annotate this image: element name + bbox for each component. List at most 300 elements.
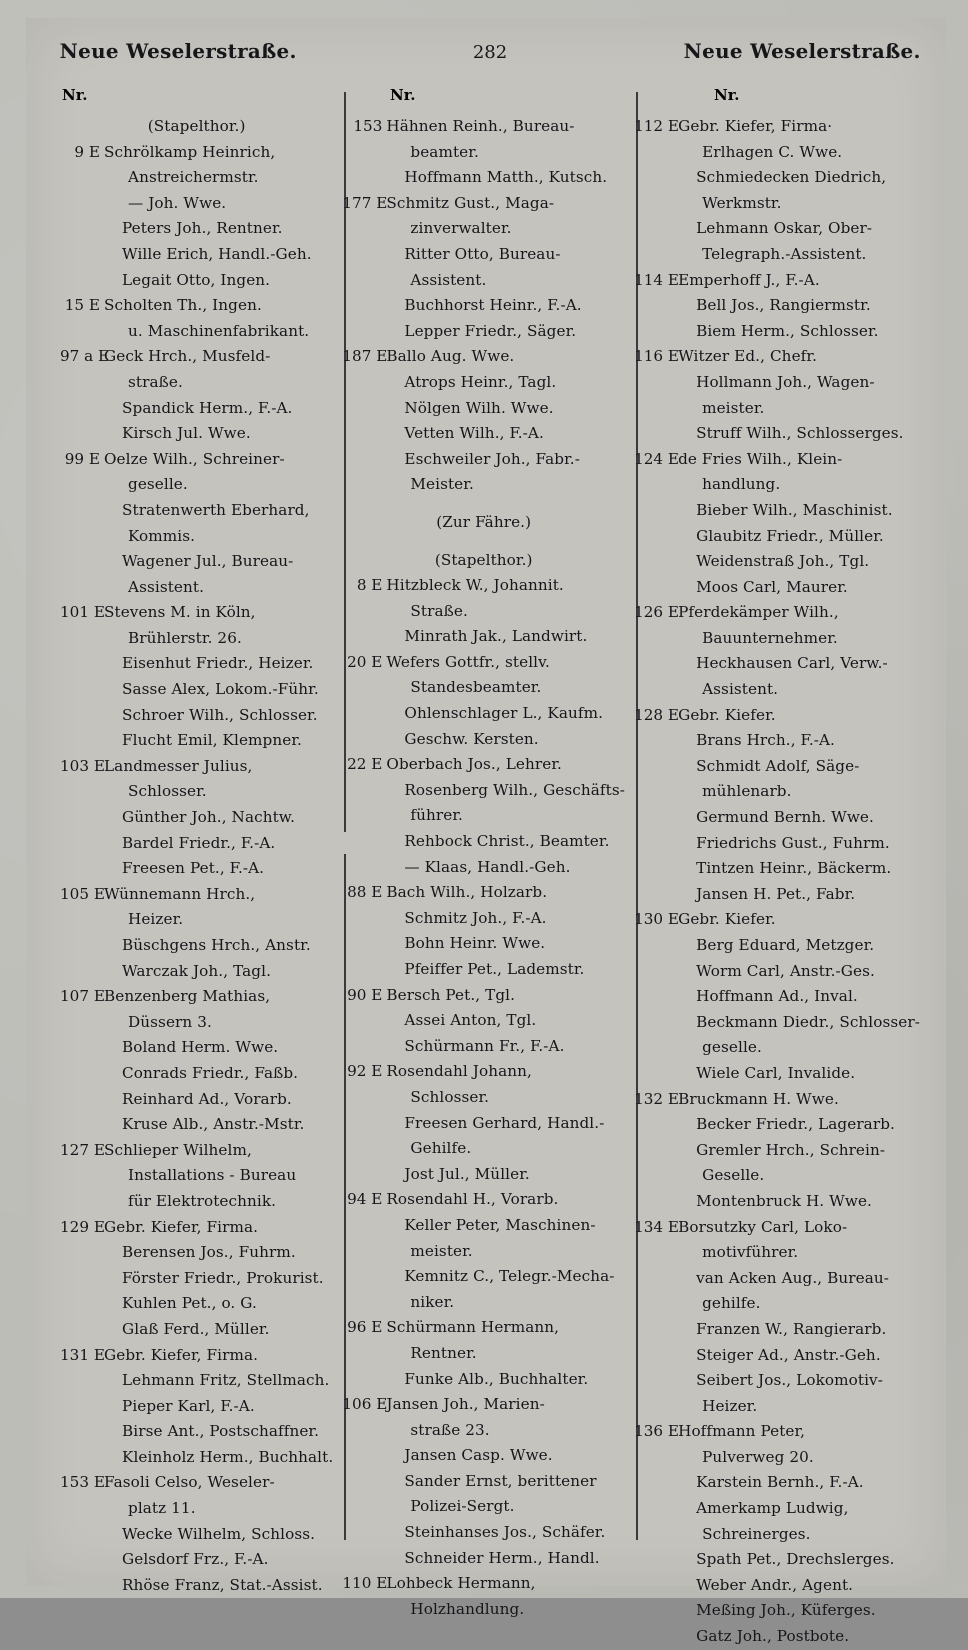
house-number: 15 E [64,296,100,315]
directory-entry-line [342,1315,625,1341]
entry-text: Flucht Emil, Klempner. [122,731,302,750]
house-number: 116 E [634,347,679,366]
directory-entry-line [60,242,333,268]
entry-text: platz 11. [128,1499,196,1518]
paper-surface [26,18,946,1646]
entry-text: Seibert Jos., Lokomotiv- [696,1371,883,1390]
directory-entry-line [342,1239,625,1265]
entry-text: Lehmann Oskar, Ober- [696,219,873,238]
entry-text: motivführer. [702,1243,799,1262]
directory-entry-line [342,1367,625,1393]
entry-text: Hollmann Joh., Wagen- [696,372,875,391]
entry-text: Rosendahl H., Vorarb. [386,1190,559,1209]
entry-text: Lehmann Fritz, Stellmach. [122,1371,330,1390]
directory-entry-line [60,703,333,729]
directory-entry-line [342,421,625,447]
entry-text: Gebr. Kiefer. [678,910,776,929]
entry-text: Telegraph.-Assistent. [702,244,867,263]
entry-text: Minrath Jak., Landwirt. [404,627,588,646]
entry-text: Jansen Joh., Marien- [386,1395,545,1414]
directory-entry-line [342,191,625,217]
house-number: 130 E [634,910,679,929]
entry-text: straße 23. [410,1420,490,1439]
entry-text: Boland Herm. Wwe. [122,1038,279,1057]
directory-entry-line [634,933,920,959]
entry-text: Ritter Otto, Bureau- [404,244,561,263]
directory-entry-line [60,165,333,191]
entry-text: mühlenarb. [702,782,792,801]
directory-entry-line [60,472,333,498]
directory-entry-line [634,472,920,498]
entry-text: Germund Bernh. Wwe. [696,808,874,827]
directory-entry-line [342,778,625,804]
entry-text: Brühlerstr. 26. [128,628,242,647]
entry-text: Keller Peter, Maschinen- [404,1215,596,1234]
entry-text: u. Maschinenfabrikant. [128,321,310,340]
directory-entry-line [342,599,625,625]
house-number: 129 E [60,1217,105,1236]
directory-entry-line [634,754,920,780]
house-number: 103 E [60,756,105,775]
directory-entry-line [342,1059,625,1085]
directory-entry-line [60,1087,333,1113]
entry-text: Polizei-Sergt. [410,1497,515,1516]
directory-entry-line [60,1035,333,1061]
entry-text: Wille Erich, Handl.-Geh. [122,244,312,263]
entry-text: Hoffmann Peter, [678,1422,806,1441]
entry-text: (Stapelthor.) [147,117,246,135]
directory-entry-line [60,1266,333,1292]
running-head-right: Neue Weselerstraße. [683,40,921,63]
directory-entry-line [342,536,625,548]
directory-entry-line [60,370,333,396]
directory-entry-line [634,805,920,831]
directory-entry-line [342,1085,625,1111]
entry-text: Bieber Wilh., Maschinist. [696,500,893,519]
column-header-3: Nr. [714,86,740,104]
directory-entry-line [634,703,920,729]
directory-entry-line [60,319,333,345]
directory-entry-line [60,626,333,652]
house-number: 136 E [634,1422,679,1441]
page-header [60,40,920,74]
entry-text: Reinhard Ad., Vorarb. [122,1089,292,1108]
entry-text: Legait Otto, Ingen. [122,270,271,289]
directory-entry-line [342,1494,625,1520]
entry-text: Biem Herm., Schlosser. [696,321,879,340]
directory-entry-line [634,191,920,217]
directory-entry-line [634,651,920,677]
directory-entry-line [634,1624,920,1650]
entry-text: Wecke Wilhelm, Schloss. [122,1524,316,1543]
page-content [59,40,921,1646]
house-number: 94 E [347,1190,383,1209]
directory-entry-line [634,779,920,805]
directory-entry-line [342,268,625,294]
house-number: 132 E [634,1089,679,1108]
directory-entry-line [634,1573,920,1599]
entry-text: Installations - Bureau [128,1166,297,1185]
entry-text: Montenbruck H. Wwe. [696,1191,872,1210]
entry-text: Erlhagen C. Wwe. [702,142,843,161]
entry-text: Atrops Heinr., Tagl. [404,372,557,391]
directory-entry-line [634,549,920,575]
directory-entry-line [634,1010,920,1036]
directory-entry-line [634,575,920,601]
directory-entry-line [60,1547,333,1573]
directory-entry-line [634,1496,920,1522]
entry-text: Förster Friedr., Prokurist. [122,1268,324,1287]
directory-entry-line [342,906,625,932]
directory-entry-line [342,293,625,319]
entry-text: Assistent. [128,577,205,596]
entry-text: beamter. [410,142,479,161]
directory-entry-line [60,268,333,294]
house-number: 92 E [347,1062,383,1081]
directory-entry-line [342,931,625,957]
entry-text: Schürmann Hermann, [386,1318,560,1337]
entry-text: Spath Pet., Drechslerges. [696,1550,895,1569]
directory-entry-line [342,727,625,753]
house-number: 99 E [64,449,100,468]
directory-entry-line [60,1189,333,1215]
entry-text: Gebr. Kiefer, Firma. [104,1217,259,1236]
entry-text: Bohn Heinr. Wwe. [404,934,546,953]
entry-text: Büschgens Hrch., Anstr. [122,936,311,954]
directory-entry-line [342,803,625,829]
entry-text: Schreinerges. [702,1524,811,1543]
column-headers [60,86,920,112]
directory-entry-line [60,344,333,370]
directory-entry-line [342,396,625,422]
directory-entry-line [60,754,333,780]
entry-text: Pieper Karl, F.-A. [122,1396,255,1415]
house-number: 97 a E [60,347,110,366]
directory-entry-line [342,498,625,510]
directory-entry-line [342,1213,625,1239]
house-number: 114 E [634,270,679,289]
directory-entry-line [60,114,333,140]
directory-entry-line [634,1035,920,1061]
entry-text: Pferdekämper Wilh., [678,603,839,622]
directory-entry-line [634,421,920,447]
directory-entry-line [342,1008,625,1034]
directory-entry-line [634,1112,920,1138]
directory-entry-line [342,1290,625,1316]
directory-entry-line [60,959,333,985]
directory-entry-line [60,447,333,473]
entry-text: Vetten Wilh., F.-A. [404,424,544,443]
entry-text: geselle. [128,475,188,494]
entry-text: Stratenwerth Eberhard, [122,500,310,519]
directory-entry-line [634,1547,920,1573]
entry-text: Funke Alb., Buchhalter. [404,1369,589,1388]
entry-text: Geselle. [702,1166,765,1185]
directory-entry-line [634,1240,920,1266]
entry-text: Ballo Aug. Wwe. [386,347,515,366]
directory-entry-line [342,447,625,473]
directory-entry-line [634,1087,920,1113]
entry-text: Tintzen Heinr., Bäckerm. [696,859,892,878]
directory-entry-line [634,1394,920,1420]
entry-text: Geschw. Kersten. [404,729,539,748]
directory-entry-line [60,1291,333,1317]
house-number: 107 E [60,987,105,1006]
directory-entry-line [634,1266,920,1292]
directory-entry-line [634,1419,920,1445]
entry-text: Freesen Pet., F.-A. [122,859,265,878]
directory-columns [60,114,920,1646]
directory-entry-line [60,1010,333,1036]
entry-text: Gehilfe. [410,1139,472,1158]
entry-text: Bell Jos., Rangiermstr. [696,296,871,315]
entry-text: Kommis. [128,526,196,545]
directory-entry-line [60,1573,333,1599]
entry-text: Gatz Joh., Postbote. [696,1627,850,1646]
directory-column-2 [342,114,625,1618]
directory-entry-line [634,600,920,626]
entry-text: Landmesser Julius, [104,756,253,775]
directory-entry-line [60,728,333,754]
directory-entry-line [634,984,920,1010]
directory-entry-line [60,1240,333,1266]
entry-text: Steiger Ad., Anstr.-Geh. [696,1345,881,1364]
entry-text: Assistent. [410,270,487,289]
entry-text: Straße. [410,601,468,620]
directory-entry-line [60,293,333,319]
directory-entry-line [342,1392,625,1418]
entry-text: Hoffmann Ad., Inval. [696,987,858,1006]
entry-text: Schroer Wilh., Schlosser. [122,705,318,724]
directory-entry-line [60,549,333,575]
entry-text: Meister. [410,475,474,494]
entry-text: (Zur Fähre.) [436,512,532,531]
directory-entry-line [60,140,333,166]
entry-text: Assistent. [702,680,779,699]
directory-entry-line [60,1112,333,1138]
directory-entry-line [342,957,625,983]
entry-text: Weber Andr., Agent. [696,1575,854,1594]
entry-text: Beckmann Diedr., Schlosser- [696,1012,920,1031]
entry-text: Emperhoff J., F.-A. [678,270,820,289]
entry-text: — Klaas, Handl.-Geh. [404,857,571,876]
entry-text: Heckhausen Carl, Verw.- [696,654,888,673]
entry-text: (Stapelthor.) [434,550,533,569]
entry-text: Kruse Alb., Anstr.-Mstr. [122,1115,305,1134]
directory-entry-line [60,600,333,626]
entry-text: Bardel Friedr., F.-A. [122,833,276,852]
entry-text: Buchhorst Heinr., F.-A. [404,296,582,315]
house-number: 127 E [60,1140,105,1159]
entry-text: Freesen Gerhard, Handl.- [404,1113,605,1132]
entry-text: Rhöse Franz, Stat.-Assist. [122,1575,323,1594]
entry-text: Standesbeamter. [410,678,542,697]
house-number: 101 E [60,603,105,622]
entry-text: Stevens M. in Köln, [104,603,256,622]
entry-text: Rosendahl Johann, [386,1062,532,1081]
entry-text: Nölgen Wilh. Wwe. [404,398,554,417]
entry-text: Scholten Th., Ingen. [104,296,262,315]
entry-text: Pfeiffer Pet., Lademstr. [404,960,585,978]
entry-text: Wefers Gottfr., stellv. [386,652,550,671]
directory-entry-line [634,907,920,933]
entry-text: Schneider Herm., Handl. [404,1548,600,1567]
house-number: 134 E [634,1217,679,1236]
column-rule-1 [333,114,342,1534]
entry-text: Benzenberg Mathias, [104,987,271,1006]
entry-text: Weidenstraß Joh., Tgl. [696,552,870,571]
column-rule-2 [625,114,634,1534]
directory-entry-line [60,779,333,805]
directory-entry-line [634,959,920,985]
entry-text: Borsutzky Carl, Loko- [678,1217,848,1236]
house-number: 131 E [60,1345,105,1364]
entry-text: meister. [410,1241,473,1260]
directory-entry-line [342,880,625,906]
directory-entry-line [60,907,333,933]
directory-entry-line [60,933,333,959]
entry-text: Friedrichs Gust., Fuhrm. [696,833,890,852]
directory-entry-line [634,1522,920,1548]
entry-text: Oberbach Jos., Lehrer. [386,755,562,774]
directory-entry-line [60,1496,333,1522]
directory-entry-line [342,752,625,778]
entry-text: geselle. [702,1038,762,1057]
directory-entry-line [634,1317,920,1343]
directory-entry-line [634,1061,920,1087]
directory-entry-line [60,396,333,422]
entry-text: Birse Ant., Postschaffner. [122,1422,320,1441]
directory-entry-line [342,1136,625,1162]
directory-entry-line [60,1522,333,1548]
house-number: 20 E [347,652,383,671]
directory-entry-line [60,498,333,524]
directory-entry-line [60,1343,333,1369]
entry-text: führer. [410,806,463,825]
directory-entry-line [634,1189,920,1215]
directory-entry-line [60,651,333,677]
running-head-left: Neue Weselerstraße. [59,40,297,63]
directory-entry-line [342,1597,625,1623]
entry-text: Steinhanses Jos., Schäfer. [404,1523,606,1542]
directory-entry-line [60,1061,333,1087]
entry-text: Becker Friedr., Lagerarb. [696,1115,895,1134]
entry-text: Schlosser. [410,1087,490,1106]
entry-text: Schrölkamp Heinrich, [104,142,276,161]
entry-text: handlung. [702,475,781,494]
directory-entry-line [60,421,333,447]
entry-text: gehilfe. [702,1294,761,1313]
entry-text: Bauunternehmer. [702,628,838,647]
directory-entry-line [342,1034,625,1060]
entry-text: Kemnitz C., Telegr.-Mecha- [404,1267,615,1286]
entry-text: de Fries Wilh., Klein- [678,449,843,468]
directory-entry-line [634,396,920,422]
directory-entry-line [60,1368,333,1394]
entry-text: Glaß Ferd., Müller. [122,1319,270,1338]
entry-text: Schlosser. [128,782,207,801]
directory-entry-line [60,984,333,1010]
directory-entry-line [342,548,625,574]
entry-text: Gebr. Kiefer. [678,705,776,724]
entry-text: Jansen Casp. Wwe. [404,1446,553,1465]
entry-text: Brans Hrch., F.-A. [696,731,835,750]
entry-text: Jansen H. Pet., Fabr. [696,884,856,903]
directory-entry-line [634,216,920,242]
entry-text: Bersch Pet., Tgl. [386,985,516,1004]
entry-text: Hitzbleck W., Johannit. [386,576,564,595]
directory-entry-line [60,1419,333,1445]
directory-entry-line [342,242,625,268]
house-number: 153 [353,117,383,135]
entry-text: Werkmstr. [702,193,782,212]
directory-entry-line [634,831,920,857]
directory-entry-line [342,344,625,370]
entry-text: Worm Carl, Anstr.-Ges. [696,961,875,980]
entry-text: Schlieper Wilhelm, [104,1140,252,1159]
directory-entry-line [342,1111,625,1137]
directory-entry-line [342,1443,625,1469]
house-number: 22 E [347,755,383,774]
entry-text: Schmiedecken Diedrich, [696,168,887,187]
directory-entry-line [60,1317,333,1343]
entry-text: Peters Joh., Rentner. [122,219,283,238]
directory-entry-line [342,1187,625,1213]
house-number: 153 E [60,1473,105,1492]
directory-column-1 [60,114,334,1594]
directory-entry-line [634,498,920,524]
house-number: 88 E [347,883,383,902]
directory-entry-line [634,1445,920,1471]
directory-entry-line [342,114,625,140]
directory-entry-line [60,216,333,242]
entry-text: Schmitz Gust., Maga- [386,193,555,212]
directory-entry-line [60,677,333,703]
directory-entry-line [342,1571,625,1597]
entry-text: Sasse Alex, Lokom.-Führ. [122,680,319,699]
house-number: 187 E [342,347,388,366]
directory-entry-line [342,319,625,345]
entry-text: Gebr. Kiefer, Firma· [678,117,833,135]
entry-text: Conrads Friedr., Faßb. [122,1063,299,1082]
directory-entry-line [342,370,625,396]
entry-text: Heizer. [702,1396,758,1415]
entry-text: Witzer Ed., Chefr. [678,347,817,366]
directory-entry-line [60,831,333,857]
entry-text: Berg Eduard, Metzger. [696,936,875,954]
directory-entry-line [634,1138,920,1164]
directory-entry-line [634,728,920,754]
directory-entry-line [60,575,333,601]
entry-text: Wagener Jul., Bureau- [122,552,294,571]
directory-entry-line [60,856,333,882]
directory-entry-line [342,624,625,650]
directory-entry-line [342,472,625,498]
entry-text: Schmidt Adolf, Säge- [696,756,860,775]
directory-entry-line [342,510,625,536]
directory-entry-line [634,447,920,473]
directory-entry-line [342,1469,625,1495]
entry-text: Kirsch Jul. Wwe. [122,424,251,443]
directory-entry-line [342,675,625,701]
entry-text: Kleinholz Herm., Buchhalt. [122,1447,334,1466]
entry-text: Holzhandlung. [410,1599,525,1618]
directory-entry-line [634,293,920,319]
entry-text: niker. [410,1292,455,1311]
directory-entry-line [342,650,625,676]
entry-text: Gremler Hrch., Schrein- [696,1140,886,1159]
house-number: 177 E [342,193,388,212]
